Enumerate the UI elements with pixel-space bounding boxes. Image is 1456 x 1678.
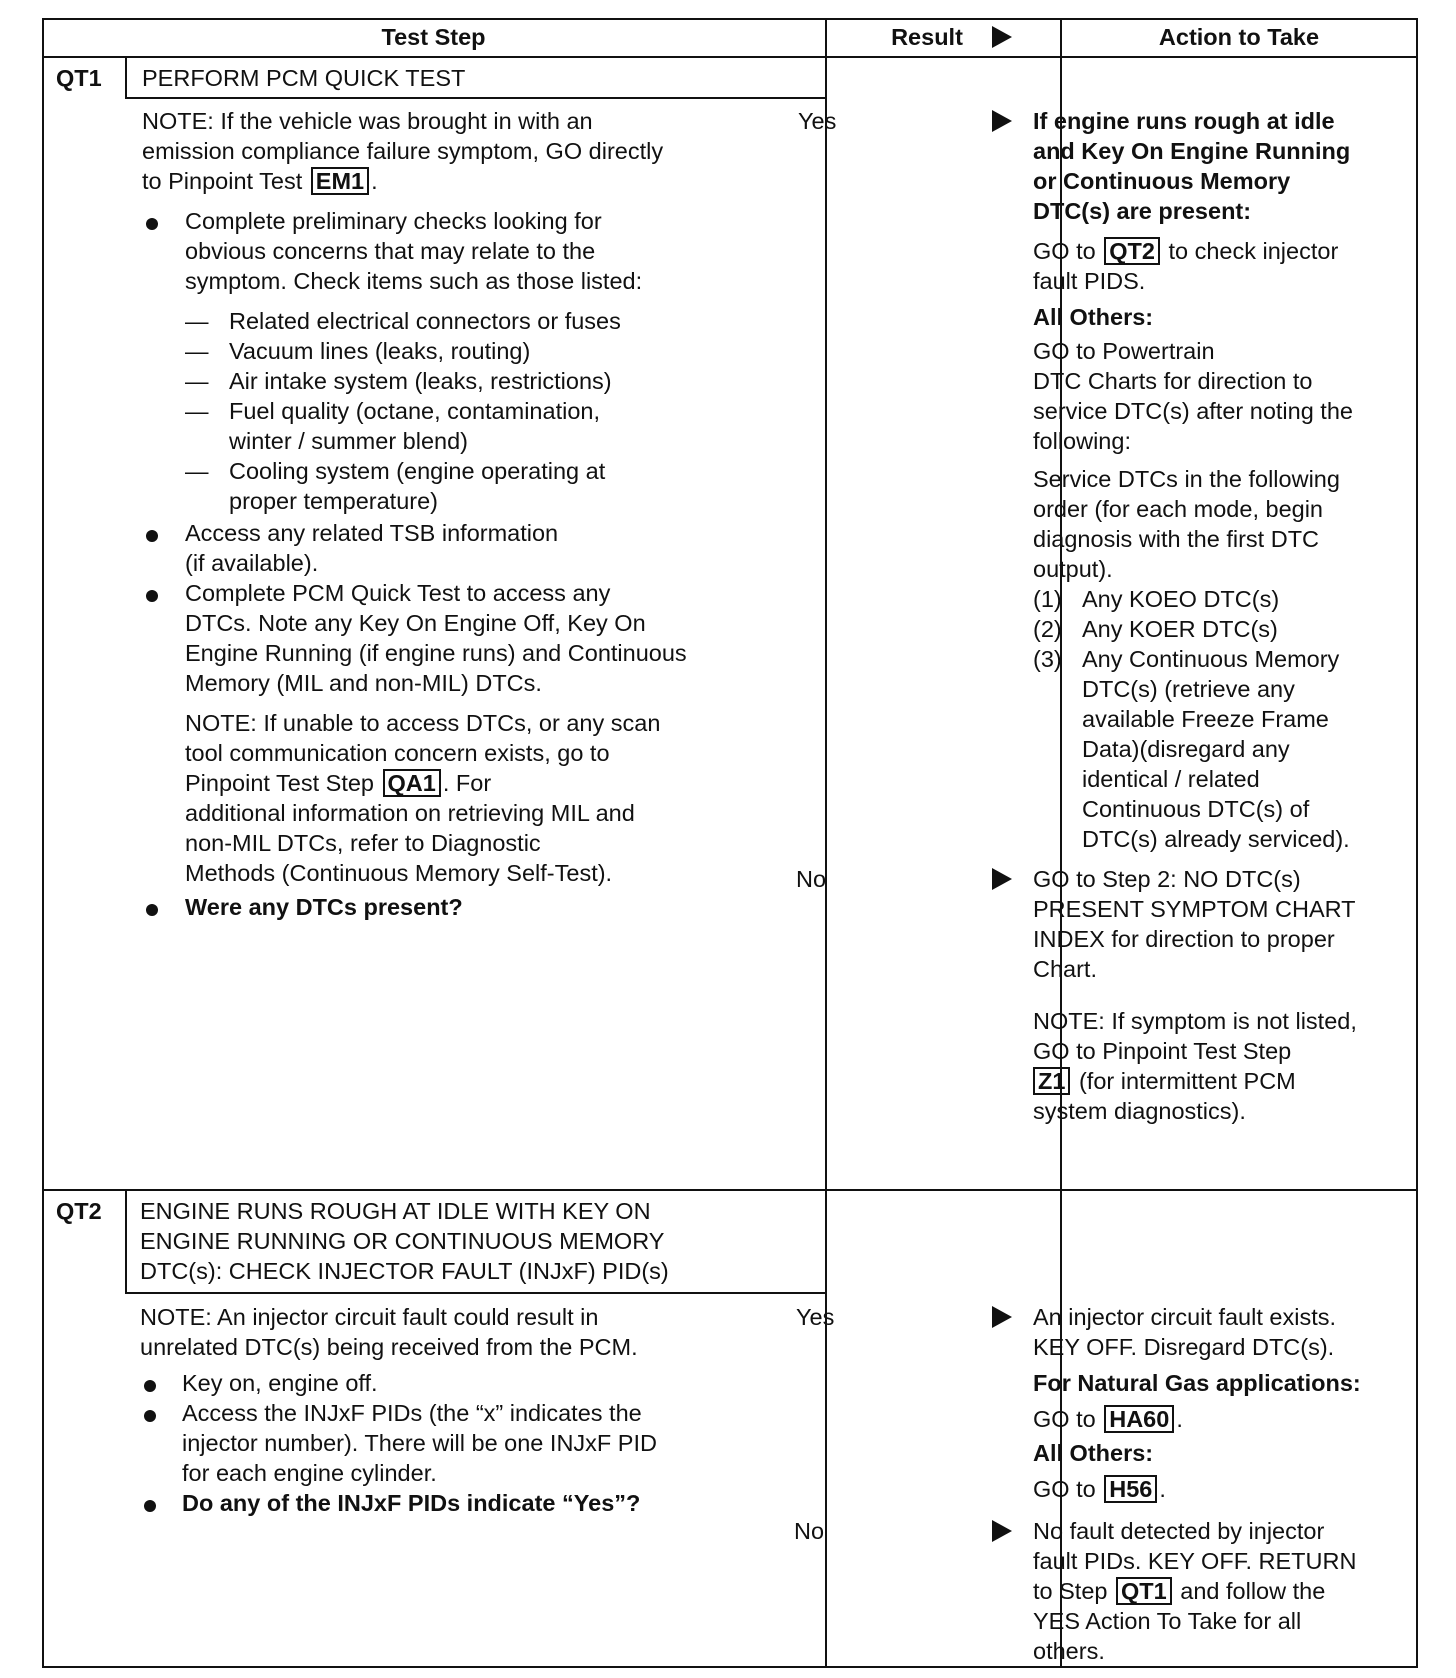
order-item: Any KOEO DTC(s) [1082,586,1280,612]
bullet-icon [144,1380,156,1392]
qt2-bullet2: Access the INJxF PIDs (the “x” indicates the injector number). There will be one INJxF PID for each engine cylinder. [182,1400,657,1486]
ref-em1[interactable]: EM1 [311,167,369,195]
qt2-yes-arrow-icon [992,1306,1012,1328]
qt2-natural-gas: For Natural Gas applications: [1033,1370,1361,1396]
bullet-icon [144,1500,156,1512]
qt2-no-action: No fault detected by injector fault PIDs. KEY OFF. RETURN to Step QT1 and follow the YES Action To Take for all others. [1033,1518,1357,1664]
ref-qa1[interactable]: QA1 [383,769,441,797]
table-top-border [42,18,1418,20]
table-bottom-border [42,1666,1418,1668]
qt1-result-yes: Yes [798,108,837,134]
qt2-natural-gas-goto: GO to HA60 . [1033,1406,1183,1432]
qt2-all-others: All Others: [1033,1440,1154,1466]
qt1-note2: NOTE: If unable to access DTCs, or any scan tool communication concern exists, go to Pinpoint Test Step QA1 . For additional information on retrieving MIL and non-MIL DTCs, refer to Diagnostic Methods (Continuous Memory Self-Test). [185,710,661,886]
qt1-code-divider [125,56,127,98]
qt1-title: PERFORM PCM QUICK TEST [142,65,466,91]
qt2-yes-action: An injector circuit fault exists. KEY OFF. Disregard DTC(s). [1033,1304,1336,1360]
qt2-title: ENGINE RUNS ROUGH AT IDLE WITH KEY ON ENGINE RUNNING OR CONTINUOUS MEMORY DTC(s): CHECK INJECTOR FAULT (INJxF) PID(s) [140,1198,669,1284]
qt1-result-no: No [796,866,827,892]
qt1-no-note: NOTE: If symptom is not listed, GO to Pinpoint Test Step Z1 (for intermittent PCM system diagnostics). [1033,1008,1357,1124]
table-right-border [1416,18,1418,1668]
diagnostic-table [42,18,1418,1668]
qt2-result-yes: Yes [796,1304,835,1330]
header-arrow-icon [992,26,1012,48]
ref-h56[interactable]: H56 [1104,1475,1157,1503]
qt1-yes-goto: GO to QT2 to check injector fault PIDS. [1033,238,1339,294]
header-action: Action to Take [1158,24,1320,50]
bullet-icon [144,1410,156,1422]
qt1-no-action: GO to Step 2: NO DTC(s) PRESENT SYMPTOM CHART INDEX for direction to proper Chart. [1033,866,1356,982]
qt1-yes-arrow-icon [992,110,1012,132]
qt1-step-code: QT1 [56,65,102,91]
order-item: Any Continuous Memory DTC(s) (retrieve any available Freeze Frame Data)(disregard any identical / related Continuous DTC(s) of DTC(s) already serviced). [1082,646,1350,852]
qt2-code-divider [125,1189,127,1294]
ref-ha60[interactable]: HA60 [1104,1405,1174,1433]
qt2-title-underline [125,1292,827,1294]
ref-z1[interactable]: Z1 [1033,1067,1070,1095]
ref-qt1[interactable]: QT1 [1116,1577,1172,1605]
order-num: (2) [1033,616,1062,642]
qt1-bottom-border [42,1189,1418,1191]
qt2-no-arrow-icon [992,1520,1012,1542]
order-item: Any KOER DTC(s) [1082,616,1278,642]
bullet-icon [146,590,158,602]
qt2-note: NOTE: An injector circuit fault could result in unrelated DTC(s) being received from the PCM. [140,1304,638,1360]
qt1-yes-condition: If engine runs rough at idle and Key On Engine Running or Continuous Memory DTC(s) are present: [1033,108,1351,224]
bullet-icon [146,218,158,230]
qt1-no-arrow-icon [992,868,1012,890]
qt1-question: Were any DTCs present? [185,894,463,920]
header-test-step: Test Step [381,24,486,50]
qt1-bullet3: Complete PCM Quick Test to access any DTCs. Note any Key On Engine Off, Key On Engine Running (if engine runs) and Continuous Memory (MIL and non-MIL) DTCs. [185,580,687,696]
qt1-title-underline [125,97,827,99]
qt1-bullet1: Complete preliminary checks looking for obvious concerns that may relate to the symptom. Check items such as those listed: [185,208,643,294]
bullet-icon [146,530,158,542]
header-bottom-border [42,56,1418,58]
qt2-bullet1: Key on, engine off. [182,1370,378,1396]
qt1-all-others-text: GO to Powertrain DTC Charts for direction to service DTC(s) after noting the following: [1033,338,1353,454]
qt2-step-code: QT2 [56,1198,102,1224]
table-left-border [42,18,44,1668]
qt2-all-others-goto: GO to H56 . [1033,1476,1166,1502]
order-num: (1) [1033,586,1062,612]
qt1-note1: NOTE: If the vehicle was brought in with an emission compliance failure symptom, GO directly to Pinpoint Test EM1 . [142,108,664,194]
order-num: (3) [1033,646,1062,672]
bullet-icon [146,904,158,916]
qt2-question: Do any of the INJxF PIDs indicate “Yes”? [182,1490,641,1516]
qt1-dash-list: — Related electrical connectors or fuses — Vacuum lines (leaks, routing) — Air intake system (leaks, restrictions) — Fuel quality (octane, contamination, winter / summer blend) — Cooling system (engine operating at proper temperature) [185,308,621,514]
result-column-divider [825,18,827,1668]
qt1-bullet2: Access any related TSB information (if available). [185,520,559,576]
qt2-result-no: No [794,1518,825,1544]
qt1-all-others: All Others: [1033,304,1154,330]
qt1-service-text: Service DTCs in the following order (for each mode, begin diagnosis with the first DTC output). [1033,466,1340,582]
ref-qt2[interactable]: QT2 [1104,237,1160,265]
header-result: Result [891,24,963,50]
